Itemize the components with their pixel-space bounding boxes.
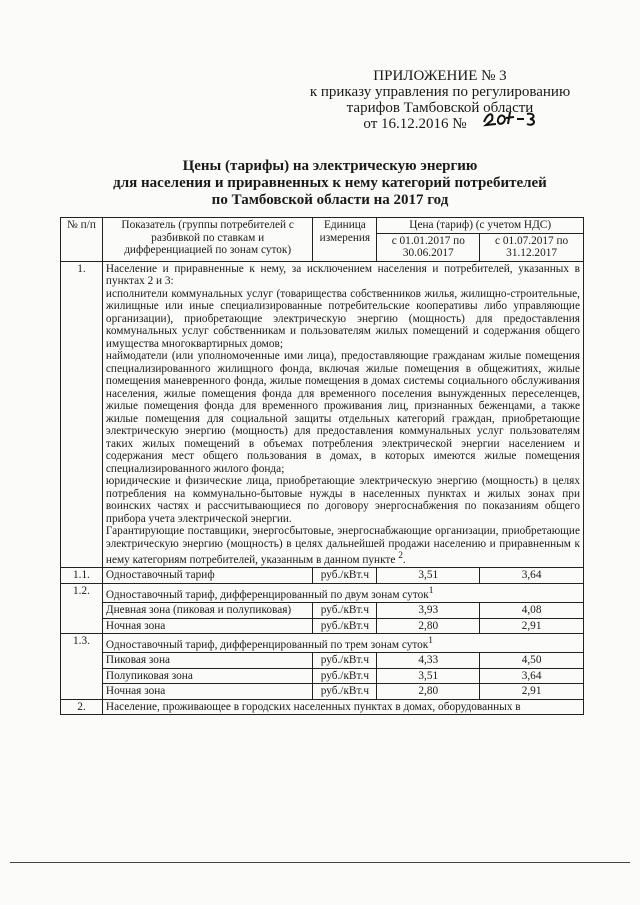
appendix-date-line: от 16.12.2016 №	[363, 116, 467, 132]
row-label: Ночная зона	[102, 684, 313, 700]
row-unit: руб./кВт.ч	[313, 568, 377, 584]
row-value-1: 3,51	[377, 668, 480, 684]
row-label: Полупиковая зона	[102, 668, 313, 684]
row-label: Одноставочный тариф, дифференцированный по трем зонам суток$^1$	[102, 634, 583, 653]
row-value-1: 3,93	[377, 603, 480, 619]
table-row-1-2-day	[61, 603, 584, 619]
table-row-1-2-night	[61, 618, 584, 634]
table-row-1-3-peak	[61, 653, 584, 669]
row-value-1: 3,51	[377, 568, 480, 584]
row-label: Одноставочный тариф	[102, 568, 313, 584]
row-num: 2.	[61, 699, 103, 715]
header-unit: Единица измерения	[313, 218, 377, 262]
row-num: 1.	[61, 261, 103, 568]
row-value-2: 2,91	[480, 684, 584, 700]
row-label: Пиковая зона	[102, 653, 313, 669]
appendix-org-line: тарифов Тамбовской области	[346, 100, 534, 116]
row-unit: руб./кВт.ч	[313, 668, 377, 684]
row-value-1: 2,80	[377, 618, 480, 634]
row-value-2: 3,64	[480, 568, 584, 584]
table-header-row	[61, 218, 584, 234]
appendix-title: ПРИЛОЖЕНИЕ № 3	[373, 68, 507, 84]
handwritten-number-signature	[482, 108, 540, 128]
row-label: Дневная зона (пиковая и полупиковая)	[102, 603, 313, 619]
row-label: Население, проживающее в городских населенных пунктах в домах, оборудованных в	[102, 699, 583, 715]
header-period-2: с 01.07.2017 по 31.12.2017	[480, 233, 584, 261]
document-title	[70, 158, 590, 209]
row-1-para-4: юридические и физические лица, приобретающие электрическую энергию (мощность) в целях потребления на коммунально-бытовые нужды в населенных пунктах и жилых зонах при воинских частях и рассчитывающиеся по договору энергоснабжения по показаниям общего прибора учета электрической энергии.	[105, 475, 580, 525]
header-price: Цена (тариф) (с учетом НДС)	[377, 218, 584, 234]
scan-edge-line	[10, 862, 630, 863]
tariff-table	[60, 217, 584, 715]
row-value-1: 4,33	[377, 653, 480, 669]
table-row-1	[61, 261, 584, 568]
header-indicator: Показатель (группы потребителей с разбивкой по ставкам и дифференциацией по зонам суток)	[102, 218, 313, 262]
row-num: 1.1.	[61, 568, 103, 584]
row-value-2: 3,64	[480, 668, 584, 684]
row-1-para-1: Население и приравненные к нему, за исключением населения и потребителей, указанных в пунктах 2 и 3:	[105, 262, 580, 287]
title-line-3: по Тамбовской области на 2017 год	[211, 192, 449, 208]
row-num: 1.3.	[61, 634, 103, 700]
table-row-1-3-halfpeak	[61, 668, 584, 684]
row-1-para-2: исполнители коммунальных услуг (товарищества собственников жилья, жилищно-строительные, жилищные или иные специализированные потребительские кооперативы либо управляющие организации), приобретающие электрическую энергию (мощность) для предоставления коммунальных услуг собственникам и пользователям жилых помещений и содержания общего имущества многоквартирных домов;	[105, 287, 580, 350]
row-label: Одноставочный тариф, дифференцированный по двум зонам суток$^1$	[102, 583, 583, 602]
row-1-para-5: Гарантирующие поставщики, энергосбытовые, энергоснабжающие организации, приобретающие электрическую энергию (мощность) в целях дальнейшей продажи населению и приравненным к нему категориям потребителей, указанным в данном пункте $^2$.	[105, 525, 580, 566]
row-1-description	[102, 261, 583, 568]
row-label: Ночная зона	[102, 618, 313, 634]
header-num: № п/п	[61, 218, 103, 262]
row-num: 1.2.	[61, 583, 103, 633]
header-period-1: с 01.01.2017 по 30.06.2017	[377, 233, 480, 261]
row-1-para-3: наймодатели (или уполномоченные ими лица), предоставляющие гражданам жилые помещения специализированного жилищного фонда, включая жилые помещения в общежитиях, жилые помещения маневренного фонда, жилые помещения в домах системы социального обслуживания населения, жилые помещения фонда для временного поселения вынужденных переселенцев, жилые помещения фонда для временного проживания лиц, признанных беженцами, а также жилые помещения для социальной защиты отдельных категорий граждан, приобретающие электрическую энергию (мощность) для предоставления коммунальных услуг пользователям таких жилых помещений в объемах потребления электрической энергии населением и содержания мест общего пользования в домах, в которых имеются жилые помещения специализированного жилого фонда;	[105, 350, 580, 475]
table-row-1-1	[61, 568, 584, 584]
row-unit: руб./кВт.ч	[313, 653, 377, 669]
row-value-1: 2,80	[377, 684, 480, 700]
table-row-2	[61, 699, 584, 715]
title-line-2: для населения и приравненных к нему категорий потребителей	[113, 175, 547, 191]
row-value-2: 4,08	[480, 603, 584, 619]
table-row-1-3-night	[61, 684, 584, 700]
row-unit: руб./кВт.ч	[313, 684, 377, 700]
row-unit: руб./кВт.ч	[313, 618, 377, 634]
appendix-order-line: к приказу управления по регулированию	[309, 84, 571, 100]
table-row-1-3	[61, 634, 584, 653]
row-value-2: 4,50	[480, 653, 584, 669]
table-row-1-2	[61, 583, 584, 602]
title-line-1: Цены (тарифы) на электрическую энергию	[182, 158, 478, 174]
row-value-2: 2,91	[480, 618, 584, 634]
row-unit: руб./кВт.ч	[313, 603, 377, 619]
